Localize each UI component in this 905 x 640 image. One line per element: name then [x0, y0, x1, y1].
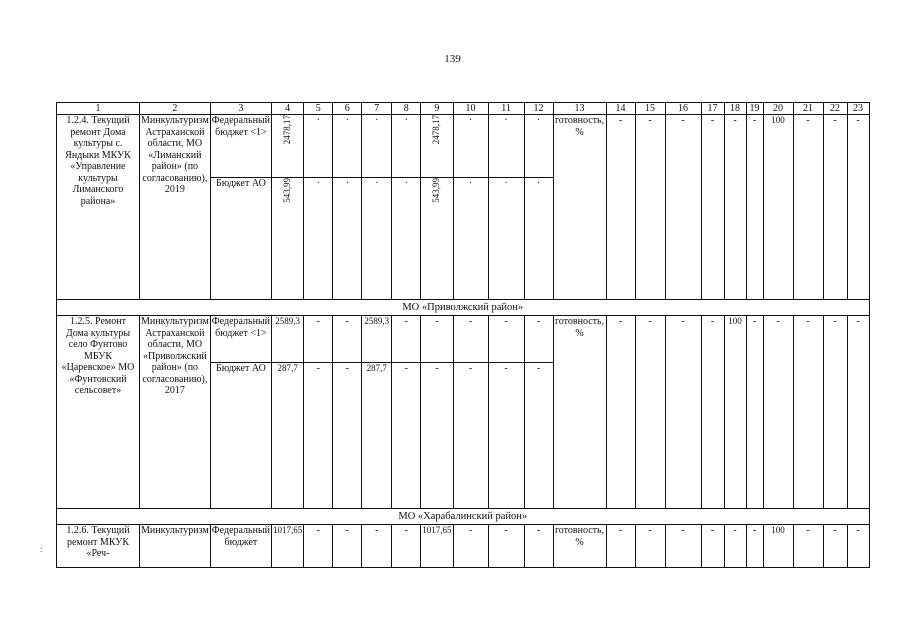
- header-cell: 20: [763, 103, 793, 115]
- value-cell: ·: [488, 115, 524, 178]
- value-cell: ·: [488, 178, 524, 300]
- page-number: 139: [444, 53, 461, 65]
- value-cell: ·: [304, 178, 333, 300]
- executor-cell: Минкультуризм: [140, 525, 211, 568]
- value-cell: -: [763, 316, 793, 509]
- header-cell: 1: [57, 103, 140, 115]
- header-cell: 16: [665, 103, 701, 115]
- value-cell: ·: [392, 178, 421, 300]
- header-cell: 19: [746, 103, 763, 115]
- value-cell: -: [724, 115, 746, 300]
- executor-cell: Минкультуризм Астраханской области, МО «Лиманский район» (по согласованию), 2019: [140, 115, 211, 300]
- section-title: МО «Харабалинский район»: [57, 509, 870, 525]
- header-cell: 12: [524, 103, 553, 115]
- funding-source: Федеральный бюджет <1>: [210, 316, 271, 363]
- value-cell: -: [665, 115, 701, 300]
- value-cell: -: [453, 363, 488, 509]
- indicator-cell: готовность, %: [553, 525, 606, 568]
- measure-name: 1.2.6. Текущий ремонт МКУК «Реч-: [57, 525, 140, 568]
- value-cell: -: [701, 525, 724, 568]
- value-cell: -: [488, 525, 524, 568]
- value-cell: -: [304, 525, 333, 568]
- value-cell: -: [823, 525, 847, 568]
- header-row: [57, 103, 870, 115]
- value-cell: -: [333, 316, 362, 363]
- funding-source: Федеральный бюджет <1>: [210, 115, 271, 178]
- value-cell: -: [793, 525, 823, 568]
- value-cell: -: [453, 525, 488, 568]
- value-cell: -: [606, 115, 635, 300]
- value-cell: -: [665, 525, 701, 568]
- section-row: [57, 509, 870, 525]
- value-cell: -: [606, 316, 635, 509]
- value-cell: -: [362, 525, 392, 568]
- funding-source: Бюджет АО: [210, 178, 271, 300]
- indicator-cell: готовность, %: [553, 316, 606, 509]
- value-cell: 287,7: [362, 363, 392, 509]
- header-cell: 15: [635, 103, 665, 115]
- header-cell: 8: [392, 103, 421, 115]
- header-cell: 9: [421, 103, 453, 115]
- header-cell: 5: [304, 103, 333, 115]
- value-cell: -: [333, 363, 362, 509]
- value-cell: -: [524, 525, 553, 568]
- value-cell: ·: [453, 178, 488, 300]
- value-cell: ·: [524, 115, 553, 178]
- value-cell: -: [635, 316, 665, 509]
- table-row: [57, 316, 870, 363]
- value-cell: 2478,17: [431, 115, 442, 145]
- measure-name: 1.2.4. Текущий ремонт Дома культуры с. Яндыки МКУК «Управление культуры Лиманского района»: [57, 115, 140, 300]
- value-cell: -: [746, 115, 763, 300]
- measure-name: 1.2.5. Ремонт Дома культуры село Фунтово МБУК «Царевское» МО «Фунтовский сельсовет»: [57, 316, 140, 509]
- section-title: МО «Приволжский район»: [57, 300, 870, 316]
- header-cell: 14: [606, 103, 635, 115]
- header-cell: 7: [362, 103, 392, 115]
- header-cell: 10: [453, 103, 488, 115]
- margin-mark: :: [40, 544, 43, 554]
- value-cell: ·: [304, 115, 333, 178]
- value-cell: ·: [362, 115, 392, 178]
- value-cell: -: [665, 316, 701, 509]
- value-cell: -: [392, 363, 421, 509]
- funding-source: Федеральный бюджет: [210, 525, 271, 568]
- value-cell: -: [746, 525, 763, 568]
- value-cell: -: [793, 115, 823, 300]
- value-cell: -: [823, 115, 847, 300]
- value-cell: ·: [524, 178, 553, 300]
- value-cell: 287,7: [272, 363, 304, 509]
- value-cell: 543,99: [431, 178, 442, 203]
- value-cell: -: [524, 316, 553, 363]
- header-cell: 21: [793, 103, 823, 115]
- table-row: [57, 525, 870, 568]
- header-cell: 11: [488, 103, 524, 115]
- value-cell: -: [847, 316, 869, 509]
- value-cell: -: [392, 316, 421, 363]
- header-cell: 22: [823, 103, 847, 115]
- value-cell: ·: [333, 178, 362, 300]
- header-cell: 4: [272, 103, 304, 115]
- header-cell: 6: [333, 103, 362, 115]
- value-cell: -: [333, 525, 362, 568]
- value-cell: -: [635, 115, 665, 300]
- header-cell: 2: [140, 103, 211, 115]
- value-cell: -: [421, 316, 453, 363]
- value-cell: -: [635, 525, 665, 568]
- header-cell: 23: [847, 103, 869, 115]
- value-cell: ·: [362, 178, 392, 300]
- value-cell: 100: [724, 316, 746, 509]
- value-cell: -: [488, 316, 524, 363]
- value-cell: -: [488, 363, 524, 509]
- value-cell: -: [392, 525, 421, 568]
- value-cell: 2478,17: [281, 115, 292, 145]
- indicator-cell: готовность, %: [553, 115, 606, 300]
- value-cell: -: [847, 525, 869, 568]
- value-cell: -: [606, 525, 635, 568]
- value-cell: -: [724, 525, 746, 568]
- value-cell: 100: [763, 115, 793, 300]
- value-cell: -: [304, 363, 333, 509]
- value-cell: -: [847, 115, 869, 300]
- value-cell: 100: [763, 525, 793, 568]
- value-cell: 2589,3: [272, 316, 304, 363]
- header-cell: 3: [210, 103, 271, 115]
- funding-source: Бюджет АО: [210, 363, 271, 509]
- value-cell: -: [793, 316, 823, 509]
- value-cell: -: [524, 363, 553, 509]
- value-cell: 2589,3: [362, 316, 392, 363]
- executor-cell: Минкультуризм Астраханской области, МО «Приволжский район» (по согласованию), 2017: [140, 316, 211, 509]
- value-cell: -: [746, 316, 763, 509]
- value-cell: -: [453, 316, 488, 363]
- value-cell: ·: [392, 115, 421, 178]
- value-cell: -: [701, 115, 724, 300]
- funding-table: [56, 102, 870, 568]
- header-cell: 17: [701, 103, 724, 115]
- value-cell: 1017,65: [272, 525, 304, 568]
- value-cell: -: [701, 316, 724, 509]
- header-cell: 13: [553, 103, 606, 115]
- value-cell: ·: [333, 115, 362, 178]
- header-cell: 18: [724, 103, 746, 115]
- value-cell: 1017,65: [421, 525, 453, 568]
- value-cell: -: [823, 316, 847, 509]
- section-row: [57, 300, 870, 316]
- value-cell: 543,99: [281, 178, 292, 203]
- table-row: [57, 115, 870, 178]
- value-cell: ·: [453, 115, 488, 178]
- value-cell: -: [304, 316, 333, 363]
- value-cell: -: [421, 363, 453, 509]
